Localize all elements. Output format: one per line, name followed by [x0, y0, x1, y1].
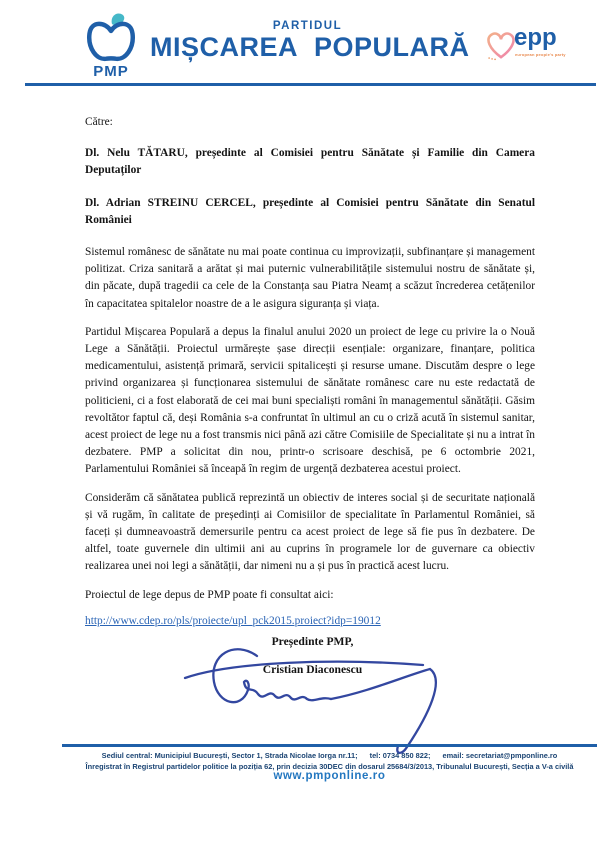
paragraph-3: Considerăm că sănătatea publică reprezintă un obiectiv de interes social și de securitate națională și vă rugăm, în calitate de președinți ai Comisiilor de specialitate în Parlamentul României, să faceți și dumneavoastră demersurile pentru ca acest proiect de lege să fie pus în dezbatere. De altfel, toate guvernele din ultimii ani au cuprins în programele lor de guvernare ca obiectiv realizarea unei noi legi a sănătății, dar nimeni nu a și pus în practică acest lucru. — [85, 491, 535, 573]
footer-registration: Înregistrat în Registrul partidelor politice la poziția 62, prin decizia 30DEC din dosarul 25684/3/2013, Tribunalul București, Secția a V-a civilă — [85, 761, 574, 771]
title-miscarea-populara: MIȘCAREA POPULARĂ — [150, 32, 470, 62]
paragraph-1: Sistemul românesc de sănătate nu mai poate continua cu improvizații, subfinanțare și management politizat. Criza sanitară a arătat și mai puternic vulnerabilitățile sistemului nostru de sănătate și, din păcate, după tragedii ca cele de la Constanța sau Piatra Neamț a scăzut încrederea cetățenilor în capacitatea spitalelor noastre de a le asigura siguranța și viața. — [85, 246, 535, 310]
footer-divider — [62, 744, 597, 747]
law-project-link[interactable]: http://www.cdep.ro/pls/proiecte/upl_pck2015.proiect?idp=19012 — [85, 614, 381, 627]
addressee-1: Dl. Nelu TĂTARU, președinte al Comisiei pentru Sănătate și Familie din Camera Deputaților — [85, 147, 535, 177]
footer-contact — [62, 751, 597, 772]
pmp-apple-icon — [74, 13, 148, 65]
footer-website[interactable]: www.pmponline.ro — [273, 770, 386, 782]
pmp-logo-text: PMP — [93, 63, 129, 80]
footer-line-1 — [62, 751, 597, 762]
epp-heart-icon — [484, 30, 518, 69]
epp-logo-subtext: european people's party — [515, 52, 566, 57]
pmp-logo — [74, 13, 148, 80]
footer-address: Sediul central: Municipiul București, Sector 1, Strada Nicolae Iorga nr.11; — [101, 751, 358, 760]
footer-email: email: secretariat@pmponline.ro — [442, 751, 558, 760]
link-intro: Proiectul de lege depus de PMP poate fi consultat aici: — [85, 588, 334, 601]
header-divider — [25, 83, 596, 86]
paragraph-2: Partidul Mișcarea Populară a depus la finalul anului 2020 un proiect de lege cu privire la o Nouă Lege a Sănătății. Proiectul urmărește șase direcții esențiale: organizare, finanțare, politica medicamentului, asistență primară, servicii spitalicești și resurse umane. Discutăm despre o lege privind organizarea și funcționarea sistemului de sănătate românesc care nu este redactată de politicieni, ci a fost elaborată de cei mai buni specialiști români în managementul sănătății. Găsim revoltător faptul că, deși România s-a confruntat în ultimul an cu o criză acută în sistemul sanitar, acest proiect de lege nu a fost transmis nici până azi către Comisiile de Specialitate și nu a intrat în dezbatere. PMP a solicitat din nou, printr-o scrisoare deschisă, pe 6 octombrie 2021, Parlamentului României să înceapă în regim de urgență dezbaterea acestui proiect. — [85, 325, 535, 476]
signature-block — [230, 633, 395, 678]
epp-logo-text: epp — [514, 24, 557, 51]
salutation: Către: — [85, 116, 113, 128]
letter-body — [85, 114, 535, 630]
addressee-2: Dl. Adrian STREINU CERCEL, președinte al Comisiei pentru Sănătate din Senatul României — [85, 196, 535, 226]
signer-title: Președinte PMP, — [271, 635, 354, 648]
title-partidul: PARTIDUL — [272, 20, 343, 32]
signer-name: Cristian Diaconescu — [262, 663, 363, 676]
party-title — [150, 20, 470, 63]
footer-tel: tel: 0734 850 822; — [369, 751, 431, 760]
